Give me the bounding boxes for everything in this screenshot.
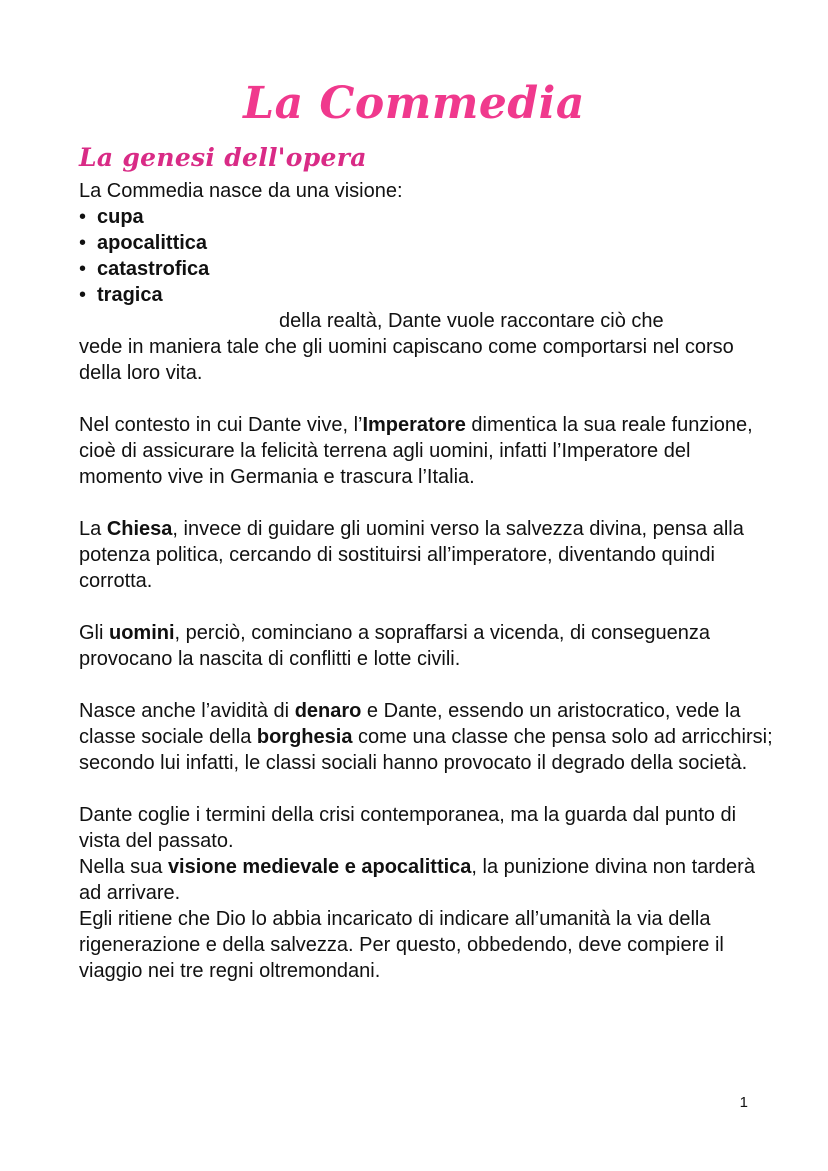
paragraph-journey: Egli ritiene che Dio lo abbia incaricato di indicare all’umanità la via della rigenerazione e della salvezza. Per questo, obbedendo, deve compiere il viaggio nei tre regni oltremondani. [79,908,724,982]
vision-list [79,204,779,308]
paragraph-vision: Nella sua visione medievale e apocalittica, la punizione divina non tarderà ad arrivare. [79,856,755,904]
emphasis-imperatore: Imperatore [362,414,466,436]
paragraph-crisis: Dante coglie i termini della crisi contemporanea, ma la guarda dal punto di vista del passato. [79,804,737,852]
list-item: • apocalittica [79,230,779,256]
list-item: • catastrofica [79,256,779,282]
page-title: La Commedia [243,78,585,129]
intro-text: La Commedia nasce da una visione: [79,180,403,202]
paragraph-1-line-1: della realtà, Dante vuole raccontare ciò che [279,310,664,332]
paragraph-men: Gli uomini, perciò, cominciano a sopraffarsi a vicenda, di conseguenza provocano la nascita di conflitti e lotte civili. [79,622,711,670]
paragraph-greed: Nasce anche l’avidità di denaro e Dante, essendo un aristocratico, vede la classe sociale della borghesia come una classe che pensa solo ad arricchirsi; secondo lui infatti, le classi sociali hanno provocato il degrado della società. [79,700,773,774]
paragraph-emperor: Nel contesto in cui Dante vive, l’Imperatore dimentica la sua reale funzione, cioè di assicurare la felicità terrena agli uomini, infatti l’Imperatore del momento vive in Germania e trascura l’Italia. [79,414,753,488]
page-number: 1 [739,1094,748,1111]
emphasis-chiesa: Chiesa [106,518,173,540]
list-item: • cupa [79,204,779,230]
document-body [79,178,779,984]
emphasis-borghesia: borghesia [256,726,353,748]
emphasis-denaro: denaro [294,700,362,722]
list-item: • tragica [79,282,779,308]
paragraph-church: La Chiesa, invece di guidare gli uomini verso la salvezza divina, pensa alla potenza politica, cercando di sostituirsi all’imperatore, diventando quindi corrotta. [79,518,744,592]
paragraph-1-rest: vede in maniera tale che gli uomini capiscano come comportarsi nel corso della loro vita. [79,336,734,384]
section-heading: La genesi dell'opera [79,143,367,172]
emphasis-uomini: uomini [109,622,175,644]
emphasis-visione: visione medievale e apocalittica [167,856,472,878]
